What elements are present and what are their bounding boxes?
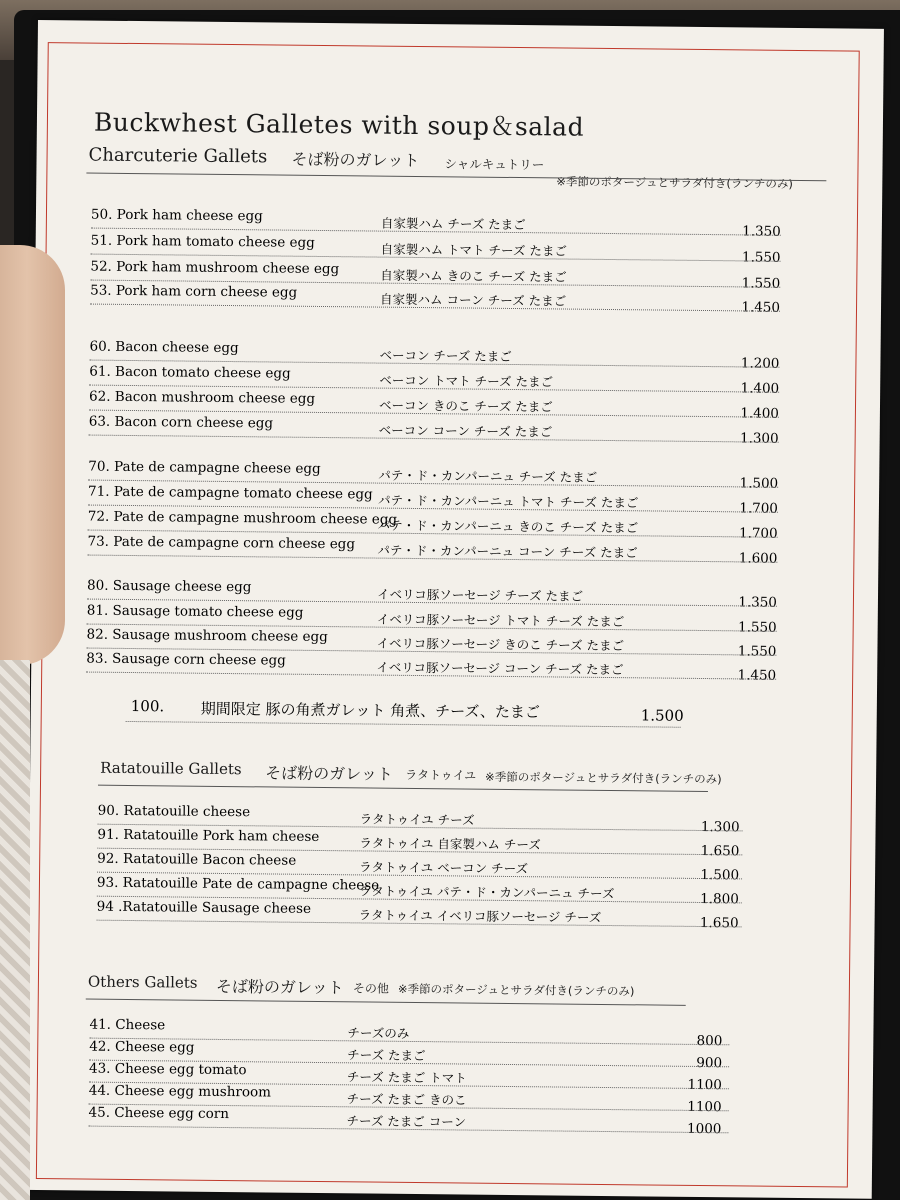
item-name: 73. Pate de campagne corn cheese egg (87, 533, 356, 553)
item-japanese-name: チーズ たまご きのこ (346, 1091, 467, 1108)
thumb (0, 245, 65, 665)
item-japanese-name: イベリコ豚ソーセージ チーズ たまご (376, 586, 584, 604)
item-japanese-name: ベーコン トマト チーズ たまご (379, 372, 554, 390)
item-price: 900 (696, 1054, 723, 1072)
item-name: 90. Ratatouille cheese (97, 802, 251, 821)
item-name: 60. Bacon cheese egg (89, 338, 239, 357)
item-japanese-name: イベリコ豚ソーセージ きのこ チーズ たまご (376, 635, 625, 654)
item-price: 1.650 (700, 842, 740, 860)
item-name: 81. Sausage tomato cheese egg (86, 602, 304, 621)
item-japanese-name: ラタトゥイユ パテ・ド・カンパーニュ チーズ (358, 883, 615, 902)
item-japanese-name: ラタトゥイユ ベーコン チーズ (359, 859, 529, 877)
item-price: 1.500 (739, 475, 779, 492)
item-name: 92. Ratatouille Bacon cheese (97, 850, 297, 869)
item-japanese-name: 自家製ハム きのこ チーズ たまご (380, 267, 567, 285)
menu-sheet (26, 20, 884, 1199)
sleeve (0, 660, 30, 1200)
item-price: 1.700 (739, 500, 779, 517)
item-price: 1.350 (742, 223, 781, 240)
item-price: 1.350 (738, 594, 778, 611)
item-price: 1.500 (700, 866, 740, 884)
section-ratatouille-jp-sub: ラタトゥイユ (405, 767, 477, 783)
item-price: 1.200 (740, 355, 780, 372)
item-price: 1.450 (737, 667, 777, 684)
item-japanese-name: ラタトゥイユ チーズ (359, 811, 475, 828)
item-price: 1.550 (741, 249, 781, 266)
item-price: 1.800 (700, 890, 739, 908)
item-name: 52. Pork ham mushroom cheese egg (90, 258, 340, 278)
item-price: 1.650 (699, 914, 739, 932)
section-others-title: Others Gallets (87, 972, 198, 992)
item-japanese-name: チーズ たまご コーン (346, 1113, 467, 1130)
item-price: 1.400 (740, 405, 780, 422)
section-others-jp: そば粉のガレット (215, 976, 344, 998)
item-japanese-name: イベリコ豚ソーセージ トマト チーズ たまご (376, 611, 625, 630)
item-name: 82. Sausage mushroom cheese egg (86, 626, 328, 646)
section-charcuterie-jp-sub: シャルキュトリー (444, 156, 545, 173)
item-japanese-name: 自家製ハム チーズ たまご (380, 215, 526, 233)
section-ratatouille-jp: そば粉のガレット (265, 763, 394, 784)
section-ratatouille-title: Ratatouille Gallets (100, 758, 242, 779)
item-name: 62. Bacon mushroom cheese egg (88, 388, 316, 407)
item-price: 1.450 (741, 299, 781, 316)
item-name: 41. Cheese (89, 1016, 166, 1034)
item-japanese-name: パテ・ド・カンパーニュ チーズ たまご (378, 467, 598, 485)
item-japanese-name: 自家製ハム トマト チーズ たまご (380, 241, 567, 259)
item-name: 72. Pate de campagne mushroom cheese egg (87, 508, 398, 528)
item-japanese-name: ベーコン チーズ たまご (379, 347, 512, 364)
item-price: 1.600 (738, 550, 778, 567)
item-price: 1.550 (737, 643, 777, 660)
item-name: 71. Pate de campagne tomato cheese egg (87, 483, 373, 503)
item-price: 1.550 (741, 275, 781, 292)
item-name: 61. Bacon tomato cheese egg (89, 363, 291, 382)
item-price: 1.400 (740, 380, 780, 397)
item-japanese-name: ラタトゥイユ イベリコ豚ソーセージ チーズ (358, 907, 602, 925)
item-japanese-name: ベーコン コーン チーズ たまご (378, 422, 553, 440)
item-name: 94 .Ratatouille Sausage cheese (96, 898, 312, 917)
item-name: 51. Pork ham tomato cheese egg (90, 232, 315, 251)
special-number: 100. (130, 697, 165, 716)
item-price: 1100 (687, 1076, 722, 1094)
item-japanese-name: チーズ たまご (347, 1047, 426, 1064)
item-name: 80. Sausage cheese egg (86, 577, 252, 596)
section-charcuterie-note: ※季節のポタージュとサラダ付き(ランチのみ) (556, 174, 793, 191)
item-japanese-name: イベリコ豚ソーセージ コーン チーズ たまご (376, 659, 624, 678)
item-price: 1.300 (700, 818, 740, 836)
menu-title: Buckwhest Galletes with soup＆salad (93, 107, 585, 142)
item-price: 1.700 (738, 525, 778, 542)
section-others-jp-sub: その他 (352, 981, 389, 996)
item-name: 63. Bacon corn cheese egg (88, 413, 274, 432)
item-price: 1100 (687, 1098, 722, 1116)
item-name: 50. Pork ham cheese egg (90, 206, 263, 225)
item-japanese-name: パテ・ド・カンパーニュ コーン チーズ たまご (377, 542, 638, 561)
item-price: 1000 (686, 1120, 722, 1138)
item-name: 45. Cheese egg corn (88, 1104, 230, 1123)
item-name: 53. Pork ham corn cheese egg (90, 282, 298, 301)
section-ratatouille-note: ※季節のポタージュとサラダ付き(ランチのみ) (485, 769, 722, 787)
special-price: 1.500 (640, 706, 684, 725)
item-japanese-name: 自家製ハム コーン チーズ たまご (380, 291, 567, 309)
section-others-note: ※季節のポタージュとサラダ付き(ランチのみ) (397, 981, 635, 999)
item-name: 44. Cheese egg mushroom (88, 1082, 272, 1101)
item-price: 800 (696, 1032, 723, 1050)
item-name: 93. Ratatouille Pate de campagne cheese (96, 874, 380, 894)
item-name: 42. Cheese egg (89, 1038, 195, 1056)
section-charcuterie-title: Charcuterie Gallets (88, 144, 268, 168)
item-japanese-name: ラタトゥイユ 自家製ハム チーズ (359, 835, 541, 853)
item-name: 91. Ratatouille Pork ham cheese (97, 826, 320, 845)
item-price: 1.300 (739, 430, 779, 447)
section-charcuterie-jp: そば粉のガレット (291, 149, 420, 171)
item-japanese-name: ベーコン きのこ チーズ たまご (378, 397, 553, 415)
special-description: 期間限定 豚の角煮ガレット 角煮、チーズ、たまご (200, 699, 540, 722)
item-name: 83. Sausage corn cheese egg (86, 650, 286, 669)
item-japanese-name: パテ・ド・カンパーニュ トマト チーズ たまご (377, 492, 639, 511)
item-japanese-name: チーズのみ (347, 1025, 410, 1041)
item-japanese-name: チーズ たまご トマト (346, 1069, 467, 1086)
item-name: 43. Cheese egg tomato (88, 1060, 247, 1079)
item-price: 1.550 (737, 619, 777, 636)
item-japanese-name: パテ・ド・カンパーニュ きのこ チーズ たまご (377, 517, 639, 536)
item-name: 70. Pate de campagne cheese egg (88, 458, 321, 477)
